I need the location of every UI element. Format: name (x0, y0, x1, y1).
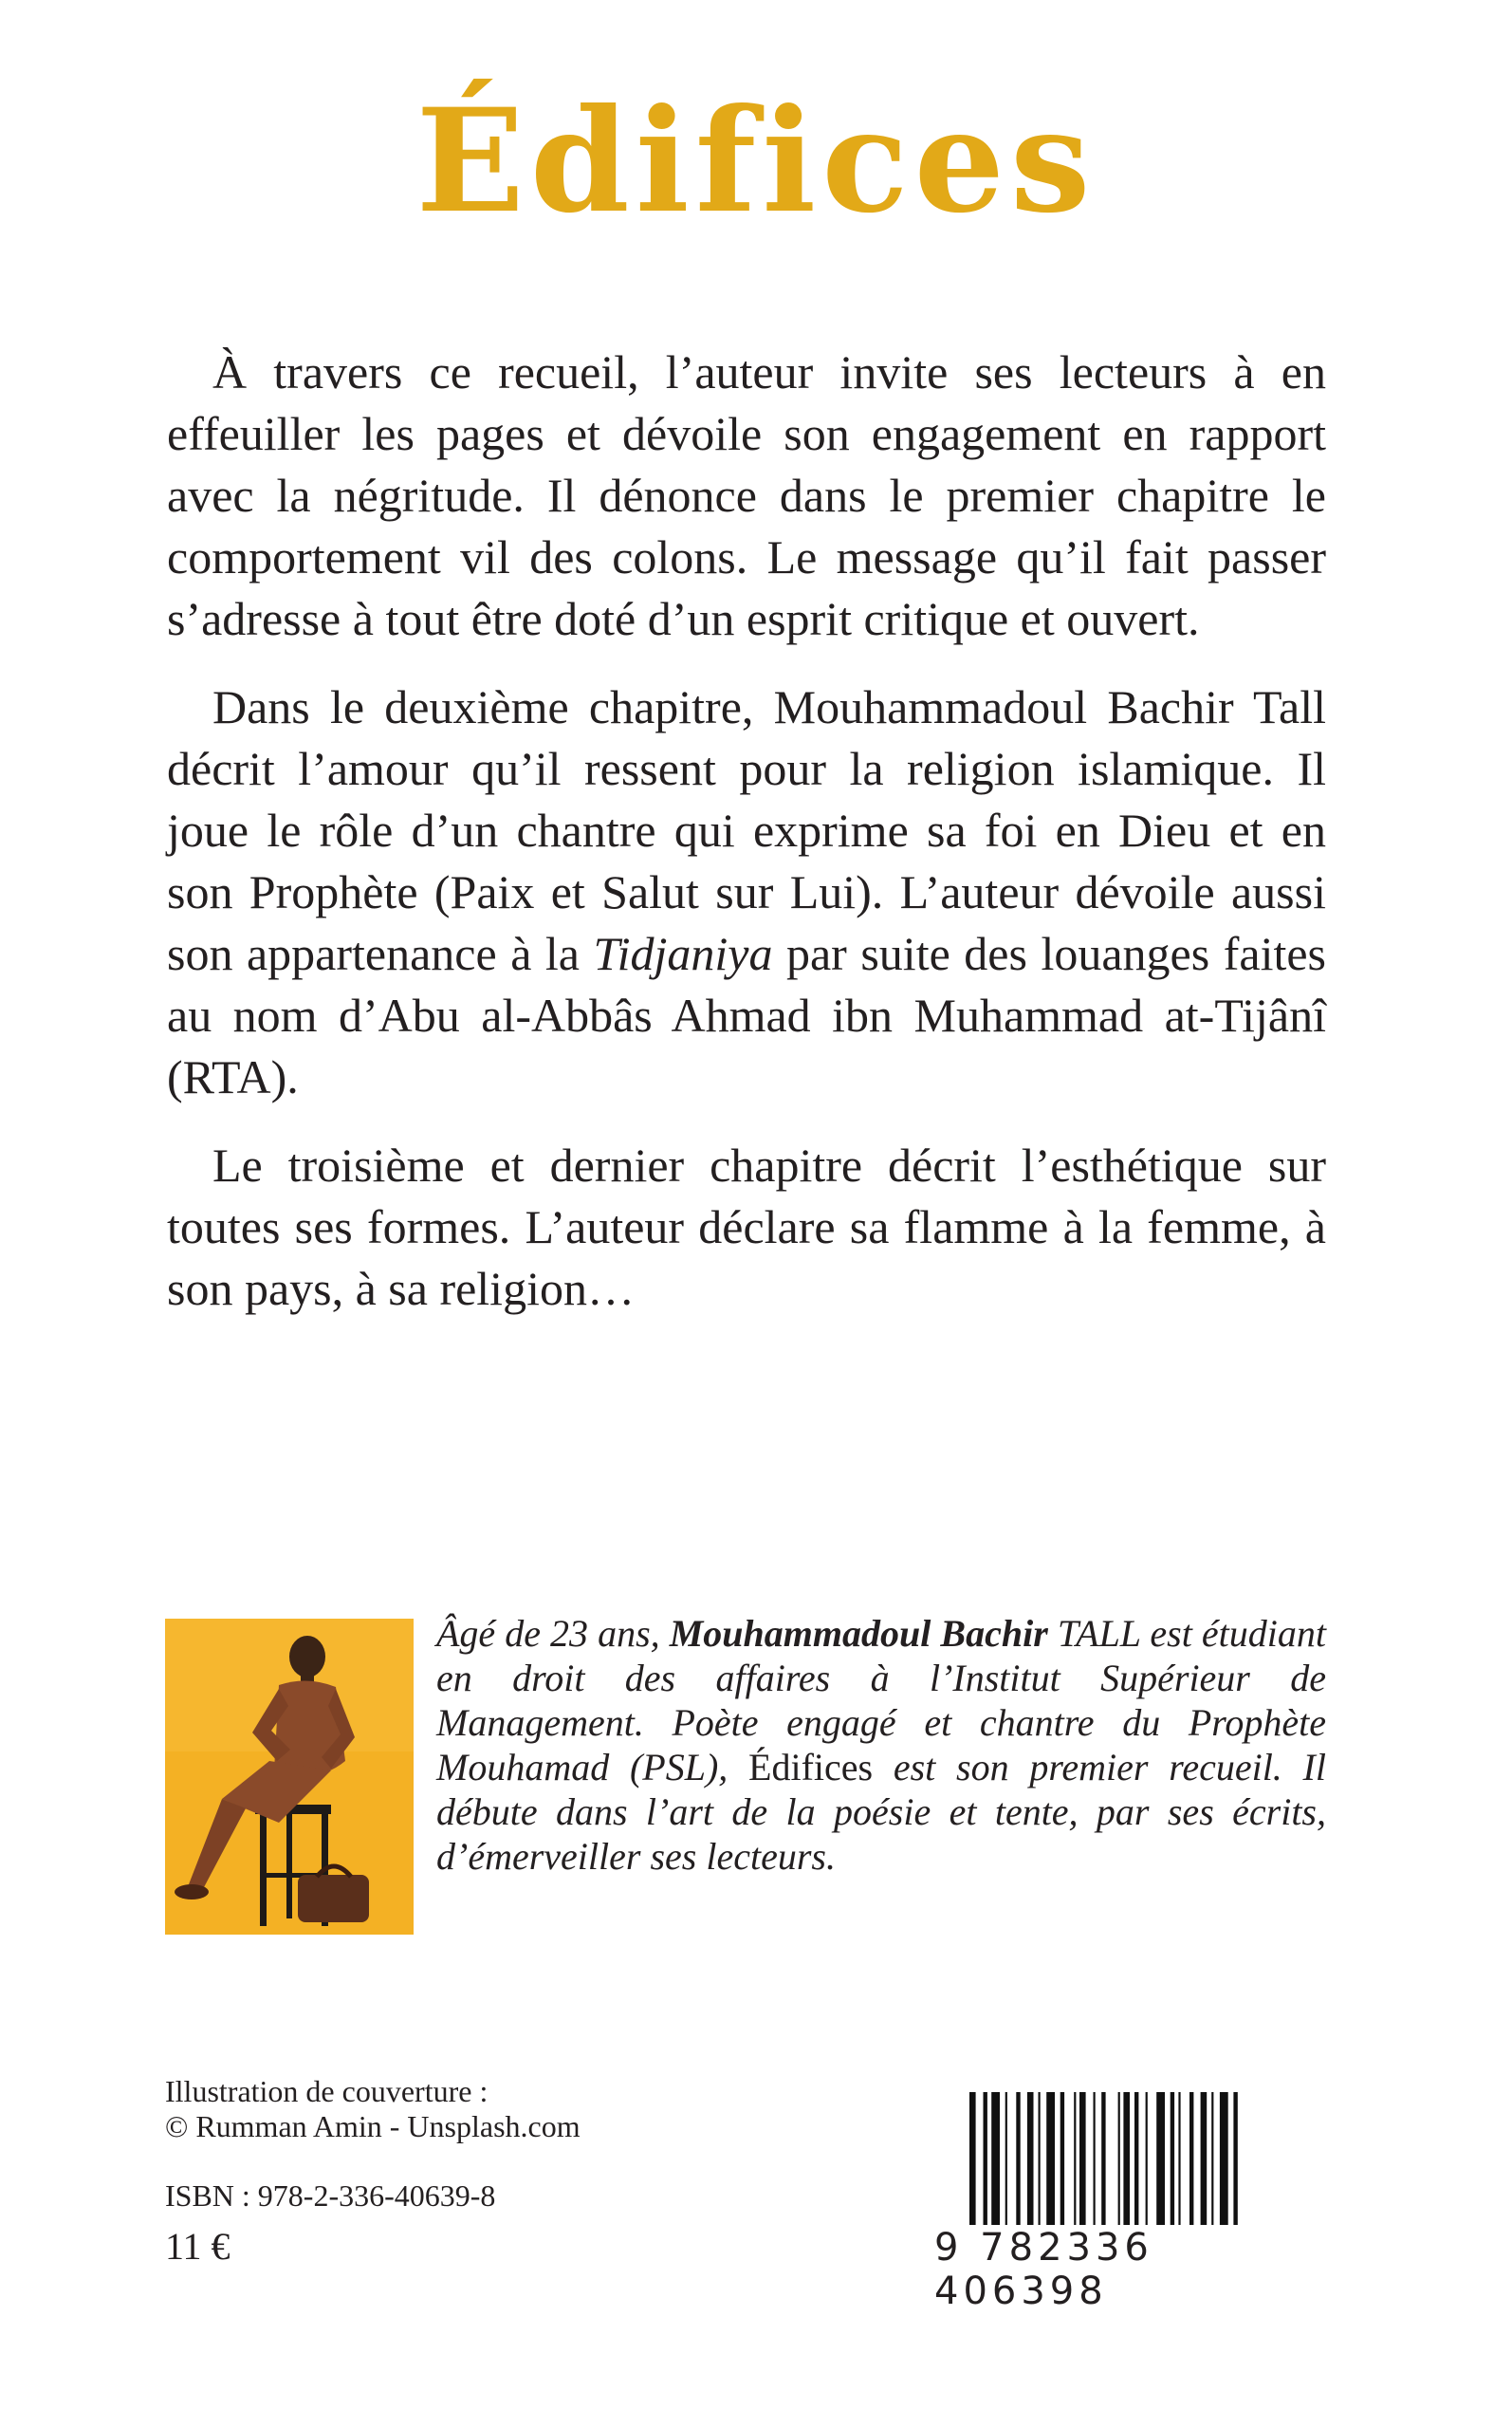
bio-text: TALL est étudiant en droit des affaires à l’Institut Supérieur de Management. Poète engagé et chantre du Prophète Mouhamad (PSL), (436, 1612, 1326, 1788)
isbn: ISBN : 978-2-336-40639-8 (165, 2178, 496, 2213)
bio-book-title: Édifices (748, 1746, 874, 1788)
credits-line-2: © Rumman Amin - Unsplash.com (165, 2109, 581, 2143)
author-photo (165, 1619, 414, 1935)
bio-text-end: est son premier recueil. Il débute dans l’art de la poésie et tente, par ses écrits, d’émerveiller ses lecteurs. (436, 1746, 1326, 1878)
credits-line-1: Illustration de couverture : (165, 2074, 489, 2108)
price: 11 € (165, 2225, 230, 2268)
blurb-paragraph-3: Le troisième et dernier chapitre décrit l’esthétique sur toutes ses formes. L’auteur déclare sa flamme à la femme, à son pays, à sa religion… (167, 1139, 1326, 1315)
blurb-paragraph-2-start: Dans le deuxième chapitre, Mouhammadoul Bachir Tall décrit l’amour qu’il ressent pour la religion islamique. Il joue le rôle d’un chantre qui exprime sa foi en Dieu et en son Prophète (Paix et Salut sur Lui). L’auteur dévoile aussi son appartenance à la (167, 680, 1326, 980)
book-title: Édifices (415, 78, 1097, 245)
back-cover-blurb (167, 342, 1326, 1346)
barcode-digits: 9 782336 406398 (934, 2226, 1153, 2313)
blurb-paragraph-1: À travers ce recueil, l’auteur invite ses lecteurs à en effeuiller les pages et dévoile son engagement en rapport avec la négritude. Il dénonce dans le premier chapitre le comportement vil des colons. Le message qu’il fait passer s’adresse à tout être doté d’un esprit critique et ouvert. (167, 345, 1326, 645)
blurb-paragraph-2-end: par suite des louanges faites au nom d’Abu al-Abbâs Ahmad ibn Muhammad at-Tijânî (RTA). (167, 927, 1327, 1103)
cover-credits (165, 2074, 581, 2144)
tidjaniya-term: Tidjaniya (593, 927, 773, 980)
author-bio (436, 1611, 1326, 1879)
author-name: Mouhammadoul Bachir (669, 1612, 1048, 1655)
blurb-paragraph-2 (167, 676, 1326, 1108)
bio-age: Âgé de 23 ans, (436, 1612, 670, 1655)
